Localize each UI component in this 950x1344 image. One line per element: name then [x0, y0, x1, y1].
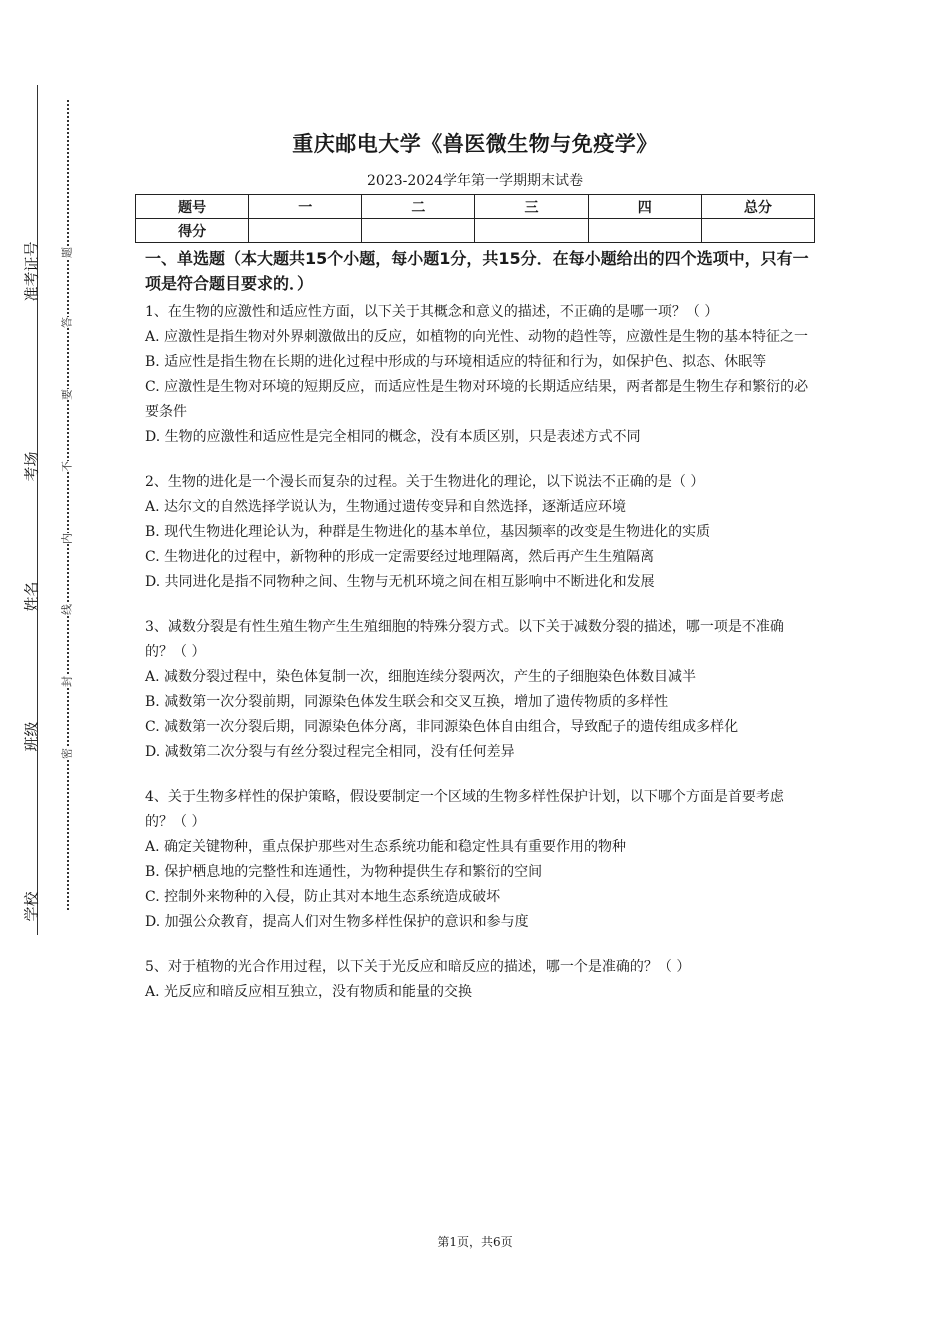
question-option: B. 现代生物进化理论认为，种群是生物进化的基本单位，基因频率的改变是生物进化的实质	[145, 524, 711, 540]
question-stem: 2、生物的进化是一个漫长而复杂的过程。关于生物进化的理论，以下说法不正确的是（ ）	[145, 474, 705, 490]
question-3	[145, 615, 810, 765]
field-school: 学校	[22, 891, 41, 922]
score-cell	[475, 219, 588, 243]
score-cell	[701, 219, 814, 243]
question-option: C. 控制外来物种的入侵，防止其对本地生态系统造成破坏	[145, 889, 501, 905]
question-option: A. 光反应和暗反应相互独立，没有物质和能量的交换	[145, 984, 473, 1000]
question-stem: 5、对于植物的光合作用过程，以下关于光反应和暗反应的描述，哪一个是准确的？（ ）	[145, 959, 691, 975]
score-cell: 总分	[701, 195, 814, 219]
seal-char: 密	[58, 748, 76, 759]
field-exam-room: 考场	[22, 451, 41, 482]
score-cell: 四	[588, 195, 701, 219]
question-option: D. 加强公众教育，提高人们对生物多样性保护的意识和参与度	[145, 914, 529, 930]
seal-char: 题	[58, 247, 76, 258]
section-title: 一、单选题（本大题共15个小题，每小题1分，共15分．在每小题给出的四个选项中，只有一项是符合题目要求的．）	[145, 249, 809, 293]
question-1	[145, 300, 810, 450]
exam-title: 重庆邮电大学《兽医微生物与免疫学》	[292, 132, 658, 156]
seal-char: 要	[58, 389, 76, 400]
page-footer: 第1页，共6页	[437, 1235, 513, 1249]
question-option: D. 减数第二次分裂与有丝分裂过程完全相同，没有任何差异	[145, 744, 515, 760]
question-option: C. 应激性是生物对环境的短期反应，而适应性是生物对环境的长期适应结果，两者都是生物生存和繁衍的必要条件	[145, 379, 809, 420]
question-option: C. 减数第一次分裂后期，同源染色体分离，非同源染色体自由组合，导致配子的遗传组成多样化	[145, 719, 739, 735]
exam-content	[145, 246, 810, 1025]
seal-char: 线	[58, 604, 76, 615]
question-option: B. 保护栖息地的完整性和连通性，为物种提供生存和繁衍的空间	[145, 864, 543, 880]
field-class: 班级	[22, 721, 41, 752]
question-option: D. 生物的应激性和适应性是完全相同的概念，没有本质区别，只是表述方式不同	[145, 429, 641, 445]
question-stem: 3、减数分裂是有性生殖生物产生生殖细胞的特殊分裂方式。以下关于减数分裂的描述，哪一项是不准确的？（ ）	[145, 619, 784, 660]
exam-subtitle: 2023-2024学年第一学期期末试卷	[367, 173, 583, 189]
seal-char: 内	[58, 533, 76, 544]
binding-line	[37, 85, 38, 935]
score-cell	[362, 219, 475, 243]
question-option: B. 减数第一次分裂前期，同源染色体发生联会和交叉互换，增加了遗传物质的多样性	[145, 694, 669, 710]
score-cell	[588, 219, 701, 243]
question-option: A. 达尔文的自然选择学说认为，生物通过遗传变异和自然选择，逐渐适应环境	[145, 499, 627, 515]
question-option: D. 共同进化是指不同物种之间、生物与无机环境之间在相互影响中不断进化和发展	[145, 574, 655, 590]
question-option: B. 适应性是指生物在长期的进化过程中形成的与环境相适应的特征和行为，如保护色、拟态、休眠等	[145, 354, 767, 370]
seal-char: 答	[58, 317, 76, 328]
score-cell: 三	[475, 195, 588, 219]
score-cell: 二	[362, 195, 475, 219]
score-cell: 一	[249, 195, 362, 219]
score-table-score-row	[136, 219, 815, 243]
question-5	[145, 955, 810, 1005]
question-option: A. 减数分裂过程中，染色体复制一次，细胞连续分裂两次，产生的子细胞染色体数目减半	[145, 669, 697, 685]
score-cell: 得分	[136, 219, 249, 243]
seal-char: 不	[58, 461, 76, 472]
question-option: A. 确定关键物种，重点保护那些对生态系统功能和稳定性具有重要作用的物种	[145, 839, 627, 855]
question-stem: 4、关于生物多样性的保护策略，假设要制定一个区域的生物多样性保护计划，以下哪个方面是首要考虑的？（ ）	[145, 789, 784, 830]
question-option: C. 生物进化的过程中，新物种的形成一定需要经过地理隔离，然后再产生生殖隔离	[145, 549, 655, 565]
seal-dotted-line	[67, 100, 69, 910]
question-option: A. 应激性是指生物对外界刺激做出的反应，如植物的向光性、动物的趋性等，应激性是生物的基本特征之一	[145, 329, 809, 345]
question-stem: 1、在生物的应激性和适应性方面，以下关于其概念和意义的描述，不正确的是哪一项？（ ）	[145, 304, 719, 320]
field-name: 姓名	[22, 581, 41, 612]
score-table	[135, 194, 815, 243]
question-4	[145, 785, 810, 935]
field-exam-number: 准考证号	[22, 241, 41, 302]
question-2	[145, 470, 810, 595]
score-table-header-row	[136, 195, 815, 219]
score-cell	[249, 219, 362, 243]
seal-char: 封	[58, 676, 76, 687]
score-cell: 题号	[136, 195, 249, 219]
